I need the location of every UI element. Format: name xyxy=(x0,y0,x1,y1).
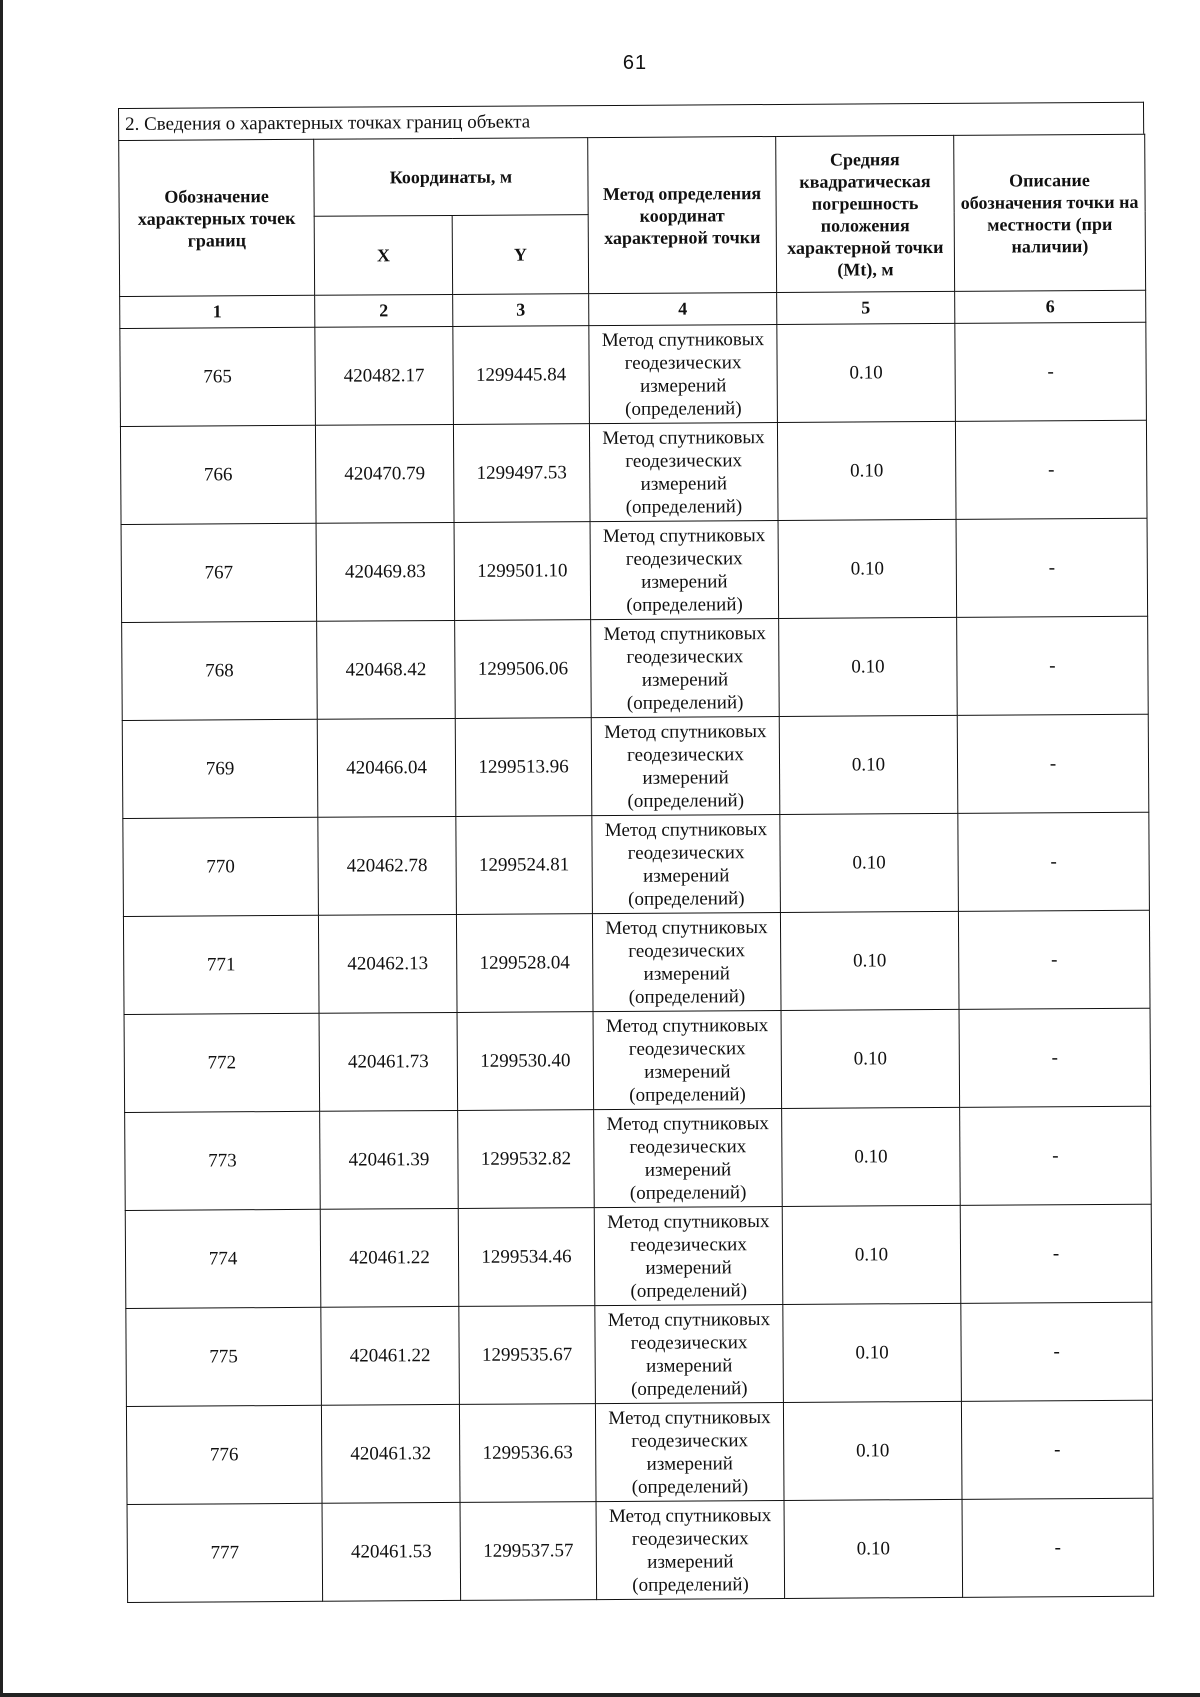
table-row xyxy=(120,420,1147,524)
method-text-line: Метод спутниковых xyxy=(608,1406,771,1429)
description-cell: - xyxy=(960,1204,1152,1303)
table-row xyxy=(126,1302,1153,1406)
header-x: X xyxy=(314,215,452,295)
header-method: Метод определения координат характерной точки xyxy=(588,136,777,293)
coordinate-y-cell: 1299513.96 xyxy=(455,718,592,817)
mt-error-cell: 0.10 xyxy=(777,421,956,520)
mt-error-cell: 0.10 xyxy=(781,1009,960,1108)
method-cell xyxy=(594,1206,783,1305)
description-cell: - xyxy=(958,812,1150,911)
coordinate-x-cell: 420461.39 xyxy=(320,1110,459,1209)
method-text-line: геодезических xyxy=(631,1429,749,1452)
method-text-line: (определений) xyxy=(631,1475,749,1498)
table-row xyxy=(126,1400,1153,1504)
method-text-line: Метод спутниковых xyxy=(608,1504,772,1527)
method-cell xyxy=(595,1304,784,1403)
point-designation-cell: 767 xyxy=(121,523,317,622)
method-text-line: измерений xyxy=(645,1354,733,1377)
mt-error-cell: 0.10 xyxy=(782,1205,961,1304)
table-row xyxy=(120,322,1147,426)
column-number: 4 xyxy=(589,292,777,325)
coordinate-y-cell: 1299506.06 xyxy=(455,620,592,719)
point-designation-cell: 770 xyxy=(123,817,319,916)
method-text-line: геодезических xyxy=(628,939,746,962)
table-row xyxy=(125,1204,1152,1308)
mt-error-cell: 0.10 xyxy=(780,911,959,1010)
table-row xyxy=(123,910,1150,1014)
coordinate-y-cell: 1299537.57 xyxy=(460,1502,597,1601)
point-designation-cell: 765 xyxy=(120,327,316,426)
method-text-line: измерений xyxy=(641,668,729,691)
description-cell: - xyxy=(957,714,1149,813)
description-cell: - xyxy=(956,518,1148,617)
method-text-line: Метод спутниковых xyxy=(607,1210,770,1233)
description-cell: - xyxy=(962,1498,1154,1597)
method-text-line: геодезических xyxy=(631,1527,749,1550)
coordinate-y-cell: 1299524.81 xyxy=(456,816,593,915)
coordinate-y-cell: 1299536.63 xyxy=(459,1404,596,1503)
coordinate-x-cell: 420466.04 xyxy=(317,718,456,817)
method-text-line: (определений) xyxy=(631,1377,748,1400)
method-text-line: геодезических xyxy=(624,351,742,374)
mt-error-cell: 0.10 xyxy=(778,519,957,618)
method-text-line: геодезических xyxy=(627,841,745,864)
method-text-line: Метод спутниковых xyxy=(605,1014,769,1037)
table-row xyxy=(122,616,1149,720)
method-text-line: Метод спутниковых xyxy=(604,720,767,743)
method-cell xyxy=(593,1010,782,1109)
method-cell xyxy=(596,1500,785,1599)
coordinate-x-cell: 420461.73 xyxy=(319,1012,458,1111)
header-y: Y xyxy=(452,215,588,295)
coordinate-x-cell: 420461.22 xyxy=(321,1306,460,1405)
method-text-line: (определений) xyxy=(625,397,742,420)
method-text-line: Метод спутниковых xyxy=(602,524,766,547)
method-text-line: (определений) xyxy=(628,887,745,910)
method-text-line: геодезических xyxy=(630,1233,747,1256)
method-text-line: измерений xyxy=(644,1158,732,1181)
method-text-line: измерений xyxy=(642,864,730,887)
coordinate-y-cell: 1299528.04 xyxy=(456,914,593,1013)
method-cell xyxy=(590,520,779,619)
point-designation-cell: 772 xyxy=(124,1013,320,1112)
coordinate-x-cell: 420461.53 xyxy=(322,1502,461,1601)
point-designation-cell: 766 xyxy=(120,425,316,524)
coordinate-y-cell: 1299534.46 xyxy=(458,1208,595,1307)
method-text-line: измерений xyxy=(644,1060,731,1083)
point-designation-cell: 768 xyxy=(122,621,318,720)
header-error: Средняя квадратическая погрешность положения характерной точки (Mt), м xyxy=(776,135,955,292)
coordinate-x-cell: 420469.83 xyxy=(316,522,455,621)
column-number: 3 xyxy=(453,294,589,327)
column-number: 6 xyxy=(955,290,1146,323)
mt-error-cell: 0.10 xyxy=(780,813,959,912)
method-text-line: измерений xyxy=(639,374,727,397)
method-text-line: измерений xyxy=(647,1550,734,1573)
mt-error-cell: 0.10 xyxy=(777,323,956,422)
point-designation-cell: 777 xyxy=(127,1503,323,1602)
table-row xyxy=(127,1498,1154,1602)
document-sheet xyxy=(118,102,1153,1603)
point-designation-cell: 776 xyxy=(126,1405,322,1504)
method-cell xyxy=(595,1402,784,1501)
method-text-line: геодезических xyxy=(628,1037,746,1060)
table-row xyxy=(125,1106,1152,1210)
column-number: 2 xyxy=(315,294,453,327)
coordinate-y-cell: 1299530.40 xyxy=(457,1012,594,1111)
coordinate-y-cell: 1299501.10 xyxy=(454,522,591,621)
method-cell xyxy=(589,422,778,521)
method-cell xyxy=(591,716,780,815)
method-text-line: Метод спутниковых xyxy=(603,622,766,645)
description-cell: - xyxy=(958,910,1150,1009)
description-cell: - xyxy=(957,616,1149,715)
mt-error-cell: 0.10 xyxy=(779,715,958,814)
column-number: 5 xyxy=(777,291,955,324)
method-text-line: (определений) xyxy=(630,1279,748,1302)
description-cell: - xyxy=(955,420,1147,519)
table-row xyxy=(121,518,1148,622)
scan-edge-bottom xyxy=(0,1693,1200,1697)
header-coordinates: Координаты, м xyxy=(314,138,588,217)
method-text-line: (определений) xyxy=(628,985,746,1008)
coordinate-x-cell: 420468.42 xyxy=(317,620,456,719)
method-text-line: Метод спутниковых xyxy=(605,916,768,939)
point-designation-cell: 775 xyxy=(126,1307,322,1406)
method-cell xyxy=(592,912,781,1011)
description-cell: - xyxy=(960,1106,1152,1205)
method-text-line: Метод спутниковых xyxy=(606,1112,769,1135)
coordinate-y-cell: 1299445.84 xyxy=(453,326,590,425)
mt-error-cell: 0.10 xyxy=(783,1303,962,1402)
method-cell xyxy=(594,1108,783,1207)
coordinate-x-cell: 420470.79 xyxy=(315,424,454,523)
method-text-line: (определений) xyxy=(626,691,744,714)
method-text-line: геодезических xyxy=(627,743,744,766)
method-text-line: Метод спутниковых xyxy=(604,818,768,841)
coordinate-y-cell: 1299535.67 xyxy=(459,1306,596,1405)
header-row-top xyxy=(119,134,1145,217)
column-number: 1 xyxy=(120,295,315,328)
method-cell xyxy=(591,618,780,717)
boundary-points-table xyxy=(118,134,1154,1603)
scan-edge-left xyxy=(0,0,3,1697)
method-text-line: (определений) xyxy=(629,1181,747,1204)
description-cell: - xyxy=(961,1400,1153,1499)
description-cell: - xyxy=(959,1008,1151,1107)
header-designation: Обозначение характерных точек границ xyxy=(119,139,315,296)
method-text-line: геодезических xyxy=(630,1331,748,1354)
coordinate-x-cell: 420462.13 xyxy=(318,914,457,1013)
method-cell xyxy=(589,324,778,423)
method-text-line: измерений xyxy=(641,570,728,593)
method-text-line: (определений) xyxy=(629,1083,746,1106)
method-text-line: измерений xyxy=(643,962,731,985)
method-cell xyxy=(592,814,781,913)
table-row xyxy=(122,714,1149,818)
mt-error-cell: 0.10 xyxy=(779,617,958,716)
method-text-line: геодезических xyxy=(629,1135,747,1158)
method-text-line: измерений xyxy=(640,472,728,495)
method-text-line: измерений xyxy=(646,1452,734,1475)
method-text-line: геодезических xyxy=(626,645,744,668)
coordinate-x-cell: 420482.17 xyxy=(315,326,454,425)
coordinate-x-cell: 420462.78 xyxy=(318,816,457,915)
method-text-line: измерений xyxy=(645,1256,732,1279)
header-description: Описание обозначения точки на местности (при наличии) xyxy=(954,134,1146,291)
point-designation-cell: 769 xyxy=(122,719,318,818)
coordinate-x-cell: 420461.32 xyxy=(321,1404,460,1503)
section-title: 2. Сведения о характерных точках границ объекта xyxy=(118,102,1144,140)
method-text-line: Метод спутниковых xyxy=(602,426,765,449)
coordinate-y-cell: 1299497.53 xyxy=(453,424,590,523)
method-text-line: Метод спутниковых xyxy=(601,328,765,351)
description-cell: - xyxy=(961,1302,1153,1401)
method-text-line: измерений xyxy=(642,766,729,789)
mt-error-cell: 0.10 xyxy=(783,1401,962,1500)
table-row xyxy=(124,1008,1151,1112)
coordinate-y-cell: 1299532.82 xyxy=(458,1110,595,1209)
point-designation-cell: 774 xyxy=(125,1209,321,1308)
method-text-line: геодезических xyxy=(625,547,743,570)
page-number: 61 xyxy=(622,52,648,74)
method-text-line: (определений) xyxy=(625,495,743,518)
method-text-line: Метод спутниковых xyxy=(607,1308,771,1331)
description-cell: - xyxy=(955,322,1147,421)
mt-error-cell: 0.10 xyxy=(782,1107,961,1206)
method-text-line: геодезических xyxy=(625,449,743,472)
point-designation-cell: 773 xyxy=(125,1111,321,1210)
method-text-line: (определений) xyxy=(626,593,743,616)
table-row xyxy=(123,812,1150,916)
mt-error-cell: 0.10 xyxy=(784,1499,963,1598)
table-body xyxy=(120,322,1154,1602)
point-designation-cell: 771 xyxy=(123,915,319,1014)
method-text-line: (определений) xyxy=(627,789,745,812)
coordinate-x-cell: 420461.22 xyxy=(320,1208,459,1307)
method-text-line: (определений) xyxy=(632,1573,749,1596)
